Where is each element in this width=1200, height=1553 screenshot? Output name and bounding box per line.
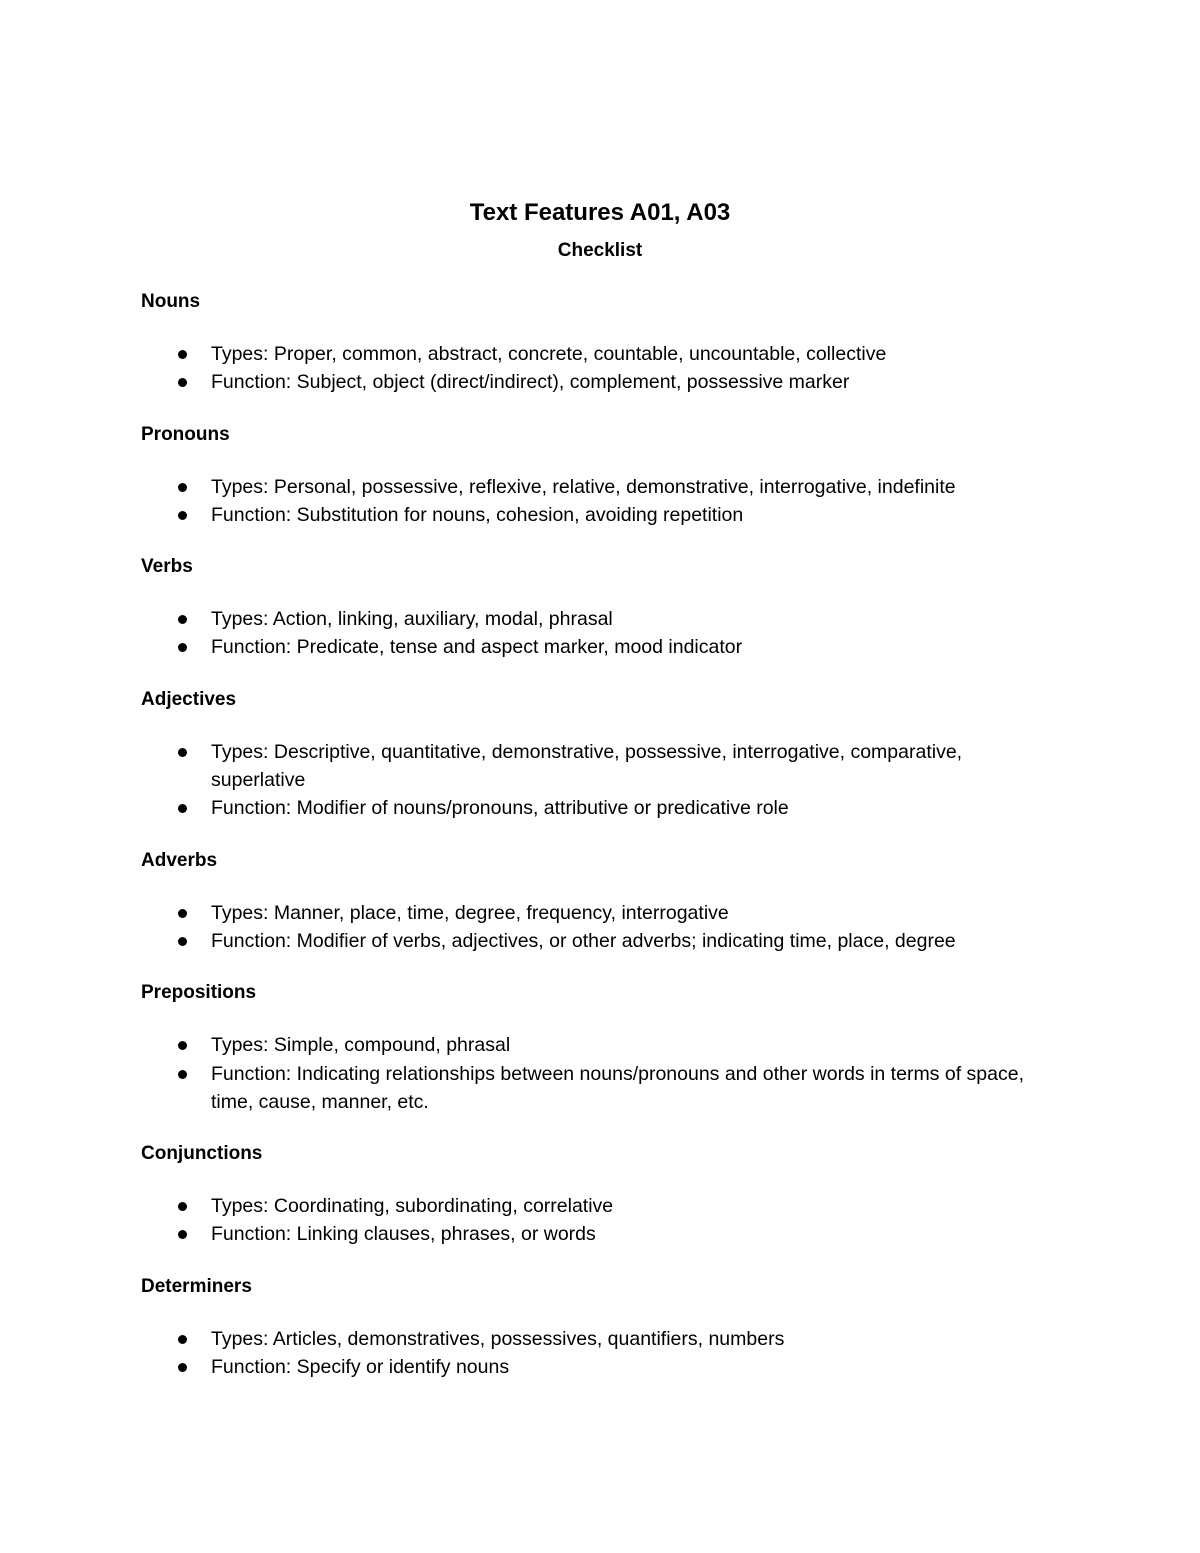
section-pronouns bbox=[141, 421, 1061, 530]
bullet-icon bbox=[178, 748, 187, 757]
list-item-text: Types: Coordinating, subordinating, correlative bbox=[211, 1195, 614, 1218]
section-heading: Nouns bbox=[141, 291, 201, 312]
bullet-list bbox=[141, 899, 1061, 956]
list-item-text: Types: Proper, common, abstract, concrete, countable, uncountable, collective bbox=[211, 343, 887, 365]
list-item bbox=[141, 1220, 1061, 1248]
list-item bbox=[141, 340, 1061, 368]
list-item-text: Types: Descriptive, quantitative, demonstrative, possessive, interrogative, comparative, superlative bbox=[211, 740, 963, 792]
bullet-icon bbox=[178, 1041, 187, 1050]
bullet-list bbox=[141, 605, 1061, 662]
section-heading: Conjunctions bbox=[141, 1143, 263, 1165]
list-item bbox=[141, 1060, 1061, 1117]
bullet-list bbox=[141, 738, 1061, 823]
list-item-text: Types: Articles, demonstratives, possessives, quantifiers, numbers bbox=[211, 1327, 785, 1350]
bullet-icon bbox=[178, 615, 187, 624]
page-subtitle: Checklist bbox=[557, 240, 643, 261]
list-item-text: Function: Predicate, tense and aspect marker, mood indicator bbox=[211, 636, 743, 659]
bullet-icon bbox=[178, 937, 187, 946]
bullet-list bbox=[141, 1031, 1061, 1116]
list-item-text: Types: Simple, compound, phrasal bbox=[211, 1034, 511, 1057]
list-item bbox=[141, 927, 1061, 955]
list-item bbox=[141, 1353, 1061, 1381]
list-item bbox=[141, 794, 1061, 822]
bullet-icon bbox=[178, 350, 187, 359]
section-heading: Determiners bbox=[141, 1275, 252, 1297]
section-verbs bbox=[141, 553, 1061, 662]
list-item-text: Types: Manner, place, time, degree, frequency, interrogative bbox=[211, 901, 729, 924]
list-item bbox=[141, 633, 1061, 661]
bullet-icon bbox=[178, 643, 187, 652]
bullet-icon bbox=[178, 1230, 187, 1239]
section-adverbs bbox=[141, 847, 1061, 956]
list-item-text: Function: Subject, object (direct/indirect), complement, possessive marker bbox=[211, 371, 850, 394]
checklist-sections bbox=[141, 288, 1061, 1405]
bullet-icon bbox=[178, 1335, 187, 1344]
list-item-text: Function: Specify or identify nouns bbox=[211, 1356, 510, 1379]
bullet-icon bbox=[178, 378, 187, 387]
page-title: Text Features A01, A03 bbox=[469, 199, 731, 226]
list-item bbox=[141, 1325, 1061, 1353]
section-heading: Pronouns bbox=[141, 423, 230, 445]
list-item bbox=[141, 899, 1061, 927]
bullet-icon bbox=[178, 1363, 187, 1372]
list-item-text: Types: Personal, possessive, reflexive, relative, demonstrative, interrogative, indefinite bbox=[211, 475, 956, 498]
section-conjunctions bbox=[141, 1140, 1061, 1249]
bullet-icon bbox=[178, 511, 187, 520]
list-item bbox=[141, 1031, 1061, 1059]
section-nouns bbox=[141, 288, 1061, 397]
section-heading: Adverbs bbox=[141, 849, 218, 871]
section-heading: Prepositions bbox=[141, 982, 257, 1004]
bullet-list bbox=[141, 473, 1061, 530]
section-heading: Adjectives bbox=[141, 688, 237, 710]
bullet-icon bbox=[178, 483, 187, 492]
bullet-icon bbox=[178, 804, 187, 813]
list-item-text: Function: Linking clauses, phrases, or words bbox=[211, 1223, 596, 1246]
list-item bbox=[141, 738, 1061, 795]
bullet-icon bbox=[178, 909, 187, 918]
list-item-text: Function: Indicating relationships between nouns/pronouns and other words in terms of space, time, cause, manner, etc. bbox=[211, 1062, 1024, 1113]
list-item bbox=[141, 501, 1061, 529]
section-heading: Verbs bbox=[141, 556, 193, 578]
list-item-text: Function: Modifier of nouns/pronouns, attributive or predicative role bbox=[211, 797, 789, 820]
list-item bbox=[141, 473, 1061, 501]
list-item bbox=[141, 368, 1061, 396]
list-item-text: Function: Modifier of verbs, adjectives, or other adverbs; indicating time, place, degree bbox=[211, 929, 956, 952]
list-item bbox=[141, 1192, 1061, 1220]
list-item-text: Types: Action, linking, auxiliary, modal, phrasal bbox=[211, 608, 613, 631]
bullet-list bbox=[141, 1325, 1061, 1382]
section-determiners bbox=[141, 1273, 1061, 1382]
bullet-icon bbox=[178, 1070, 187, 1079]
list-item-text: Function: Substitution for nouns, cohesion, avoiding repetition bbox=[211, 503, 744, 526]
section-adjectives bbox=[141, 686, 1061, 823]
section-prepositions bbox=[141, 979, 1061, 1116]
bullet-icon bbox=[178, 1202, 187, 1211]
bullet-list bbox=[141, 340, 1061, 397]
bullet-list bbox=[141, 1192, 1061, 1249]
list-item bbox=[141, 605, 1061, 633]
